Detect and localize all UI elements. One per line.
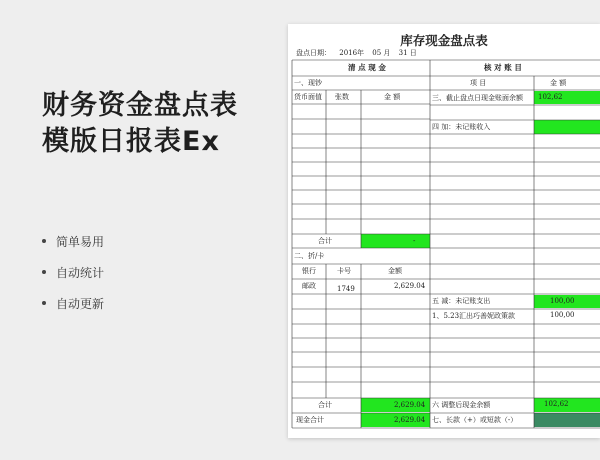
right-item-label: 四 加：未记账收入: [432, 123, 491, 131]
feature-label: 简单易用: [56, 234, 105, 249]
date-month: 05 月: [372, 49, 391, 57]
date-label: 盘点日期：: [296, 49, 331, 57]
right-item-label: 五 减：未记账支出: [432, 297, 491, 305]
feature-label: 自动更新: [56, 296, 105, 311]
right-item-value: 102,62: [544, 400, 569, 408]
total-label: 合计: [318, 401, 332, 409]
spreadsheet-preview: [288, 24, 600, 438]
right-col-item: 项 目: [470, 79, 487, 87]
left-header: 清 点 现 金: [348, 63, 386, 72]
date-day: 31 日: [398, 49, 417, 57]
right-item-label: 1、5.23汇出巧善妮政策款: [432, 312, 516, 320]
right-header: 核 对 账 目: [484, 63, 522, 72]
col-count: 张数: [335, 93, 349, 101]
col-card-amount: 金额: [388, 267, 402, 275]
bullet-icon: [42, 239, 46, 243]
feature-label: 自动统计: [56, 265, 105, 280]
right-item-value: 102,62: [538, 93, 563, 101]
right-item-label: 三、截止盘点日现金账面余额: [432, 94, 523, 102]
right-item-label: 七、长款（+）或短款（-）: [432, 416, 518, 424]
right-item-value: 100,00: [550, 311, 575, 319]
feature-item: [42, 294, 104, 312]
bullet-icon: [42, 301, 46, 305]
right-col-amount: 金 额: [550, 79, 567, 87]
card-number: 1749: [337, 285, 355, 293]
subtotal-value: -: [413, 237, 416, 245]
feature-list: [42, 232, 104, 325]
bullet-icon: [42, 270, 46, 274]
hero-title-line2: 模版日报表Ex: [42, 126, 220, 157]
subtotal-label: 合计: [318, 237, 332, 245]
section2-label: 二、折/卡: [294, 252, 325, 260]
cash-total-value: 2,629.04: [394, 416, 426, 424]
card-bank: 邮政: [302, 282, 316, 290]
hero-title: [42, 88, 282, 160]
feature-item: [42, 263, 104, 281]
date-year: 2016年: [339, 49, 365, 57]
card-amount: 2,629.04: [394, 282, 426, 290]
section1-label: 一、现钞: [294, 79, 322, 87]
hero-title-line1: 财务资金盘点表: [42, 90, 238, 121]
total-value: 2,629.04: [394, 401, 426, 409]
right-item-value: 100,00: [550, 297, 575, 305]
col-card-no: 卡号: [337, 267, 351, 275]
col-bank: 银行: [302, 267, 316, 275]
col-denomination: 货币面值: [294, 93, 322, 101]
cash-total-label: 现金合计: [296, 416, 324, 424]
sheet-title: 库存现金盘点表: [400, 33, 488, 48]
right-item-label: 六 调整后现金余额: [432, 401, 491, 409]
col-amount: 金 额: [384, 93, 401, 101]
feature-item: [42, 232, 104, 250]
